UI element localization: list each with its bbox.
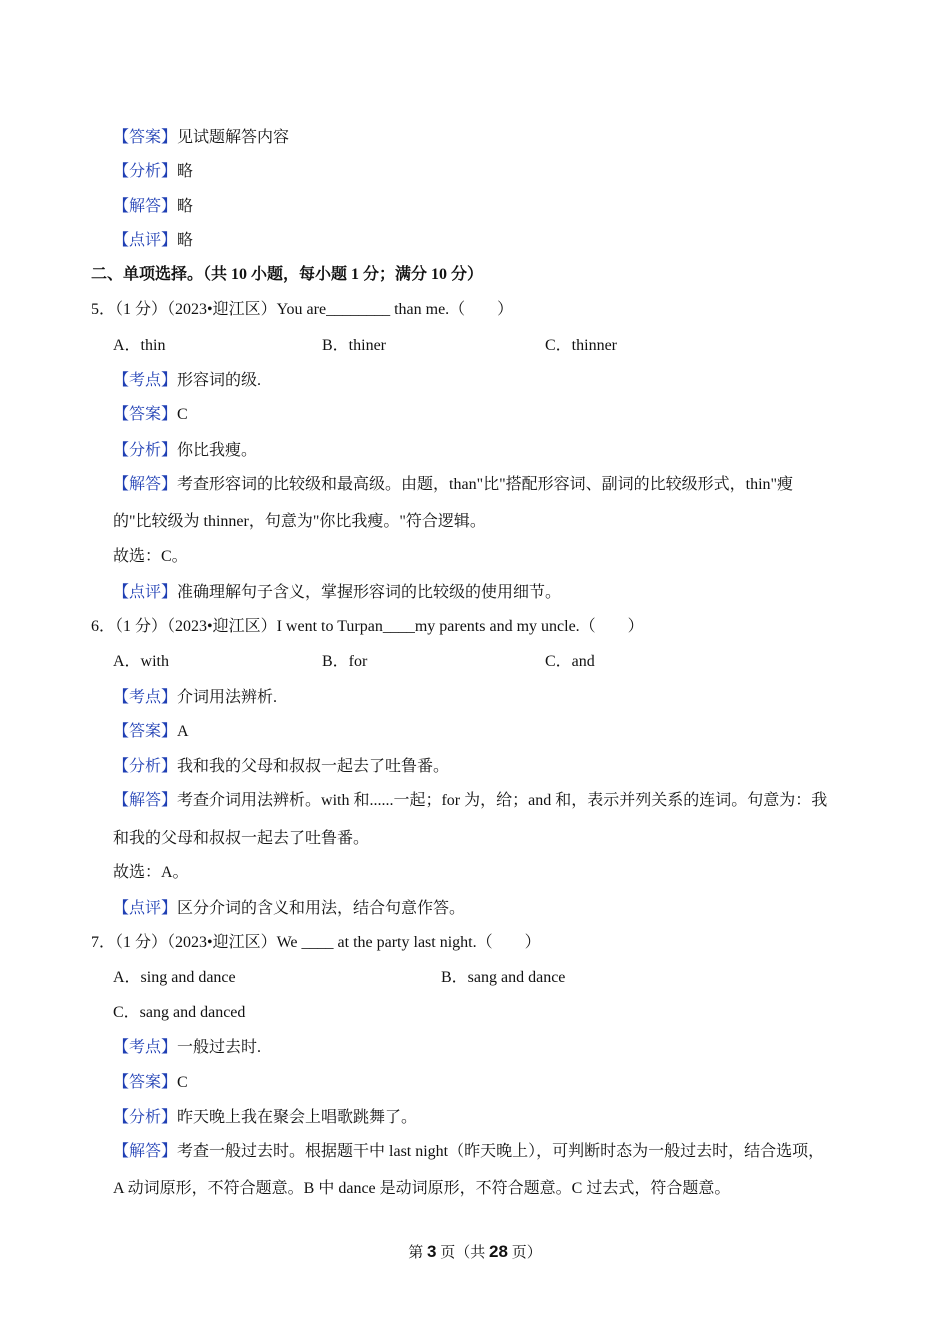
q4-analysis	[113, 161, 193, 183]
q6-answer	[113, 721, 189, 743]
footer-page-number: 3	[427, 1242, 437, 1261]
point-text: 形容词的级.	[177, 372, 262, 389]
answer-tag: 【答案】	[113, 406, 178, 423]
comment-tag: 【点评】	[113, 584, 178, 601]
solution-tag: 【解答】	[113, 792, 178, 809]
answer-tag: 【答案】	[113, 1074, 178, 1091]
answer-tag: 【答案】	[113, 129, 178, 146]
q6-option-a: A．with	[113, 653, 170, 670]
q7-answer	[113, 1072, 188, 1094]
footer-pre: 第	[408, 1245, 428, 1261]
q4-answer	[113, 127, 289, 149]
q6-option-c: C．and	[545, 653, 595, 670]
point-tag: 【考点】	[113, 689, 178, 706]
comment-text: 准确理解句子含义，掌握形容词的比较级的使用细节。	[177, 584, 562, 601]
q7-solution	[113, 1141, 824, 1163]
q5-option-a: A．thin	[113, 337, 166, 354]
q7-option-a: A．sing and dance	[113, 969, 236, 986]
analysis-tag: 【分析】	[113, 442, 178, 459]
q6-option-b: B．for	[322, 653, 368, 670]
point-tag: 【考点】	[113, 1039, 178, 1056]
analysis-text: 昨天晚上我在聚会上唱歌跳舞了。	[177, 1109, 418, 1126]
analysis-tag: 【分析】	[113, 1109, 178, 1126]
footer-total-pages: 28	[489, 1242, 508, 1261]
answer-text: A	[177, 723, 189, 740]
q6-analysis	[113, 756, 449, 778]
solution-text: 考查一般过去时。根据题干中 last night（昨天晚上），可判断时态为一般过去时，结合选项，	[177, 1143, 825, 1160]
q6-choose: 故选：A。	[113, 864, 189, 881]
q5-option-c: C．thinner	[545, 337, 617, 354]
comment-tag: 【点评】	[113, 232, 178, 249]
analysis-text: 略	[177, 163, 194, 180]
point-text: 介词用法辨析.	[177, 689, 278, 706]
q5-stem: 5．（1 分）（2023•迎江区）You are________ than me.（ ）	[91, 301, 514, 318]
answer-tag: 【答案】	[113, 723, 178, 740]
analysis-text: 我和我的父母和叔叔一起去了吐鲁番。	[177, 758, 450, 775]
q5-option-b: B．thiner	[322, 337, 386, 354]
q4-solution	[113, 196, 193, 218]
q6-solution-cont: 和我的父母和叔叔一起去了吐鲁番。	[113, 830, 370, 847]
section-heading: 二、单项选择。（共 10 小题，每小题 1 分；满分 10 分）	[91, 266, 484, 283]
q5-analysis	[113, 440, 257, 462]
q5-comment	[113, 582, 561, 604]
comment-tag: 【点评】	[113, 900, 178, 917]
q5-answer	[113, 404, 188, 426]
point-tag: 【考点】	[113, 372, 178, 389]
point-text: 一般过去时.	[177, 1039, 262, 1056]
comment-text: 略	[177, 232, 194, 249]
analysis-tag: 【分析】	[113, 758, 178, 775]
q5-solution	[113, 474, 793, 496]
q7-point	[113, 1037, 261, 1059]
q7-analysis	[113, 1107, 417, 1129]
q6-solution	[113, 790, 827, 812]
answer-text: C	[177, 1074, 188, 1091]
q7-stem: 7．（1 分）（2023•迎江区）We ____ at the party last night.（ ）	[91, 934, 541, 951]
q7-option-b: B．sang and dance	[441, 969, 566, 986]
solution-text: 考查介词用法辨析。with 和......一起；for 为，给；and 和，表示并列关系的连词。句意为：我	[177, 792, 828, 809]
solution-text: 略	[177, 198, 194, 215]
q5-solution-cont: 的"比较级为 thinner，句意为"你比我瘦。"符合逻辑。	[113, 513, 486, 530]
solution-text: 考查形容词的比较级和最高级。由题，than"比"搭配形容词、副词的比较级形式，thin"瘦	[177, 476, 794, 493]
q6-stem: 6．（1 分）（2023•迎江区）I went to Turpan____my parents and my uncle.（ ）	[91, 618, 644, 635]
q7-option-c: C．sang and danced	[113, 1004, 246, 1021]
q5-point	[113, 370, 261, 392]
q6-point	[113, 687, 277, 709]
page-footer	[0, 1241, 950, 1264]
q5-choose: 故选：C。	[113, 548, 188, 565]
footer-post: 页）	[507, 1245, 542, 1261]
answer-text: C	[177, 406, 188, 423]
comment-text: 区分介词的含义和用法，结合句意作答。	[177, 900, 466, 917]
q6-comment	[113, 898, 465, 920]
footer-mid: 页（共	[436, 1245, 490, 1261]
solution-tag: 【解答】	[113, 476, 178, 493]
q7-solution-cont: A 动词原形，不符合题意。B 中 dance 是动词原形，不符合题意。C 过去式，符合题意。	[113, 1180, 731, 1197]
solution-tag: 【解答】	[113, 1143, 178, 1160]
solution-tag: 【解答】	[113, 198, 178, 215]
analysis-tag: 【分析】	[113, 163, 178, 180]
answer-text: 见试题解答内容	[177, 129, 290, 146]
q4-comment	[113, 230, 193, 252]
analysis-text: 你比我瘦。	[177, 442, 258, 459]
